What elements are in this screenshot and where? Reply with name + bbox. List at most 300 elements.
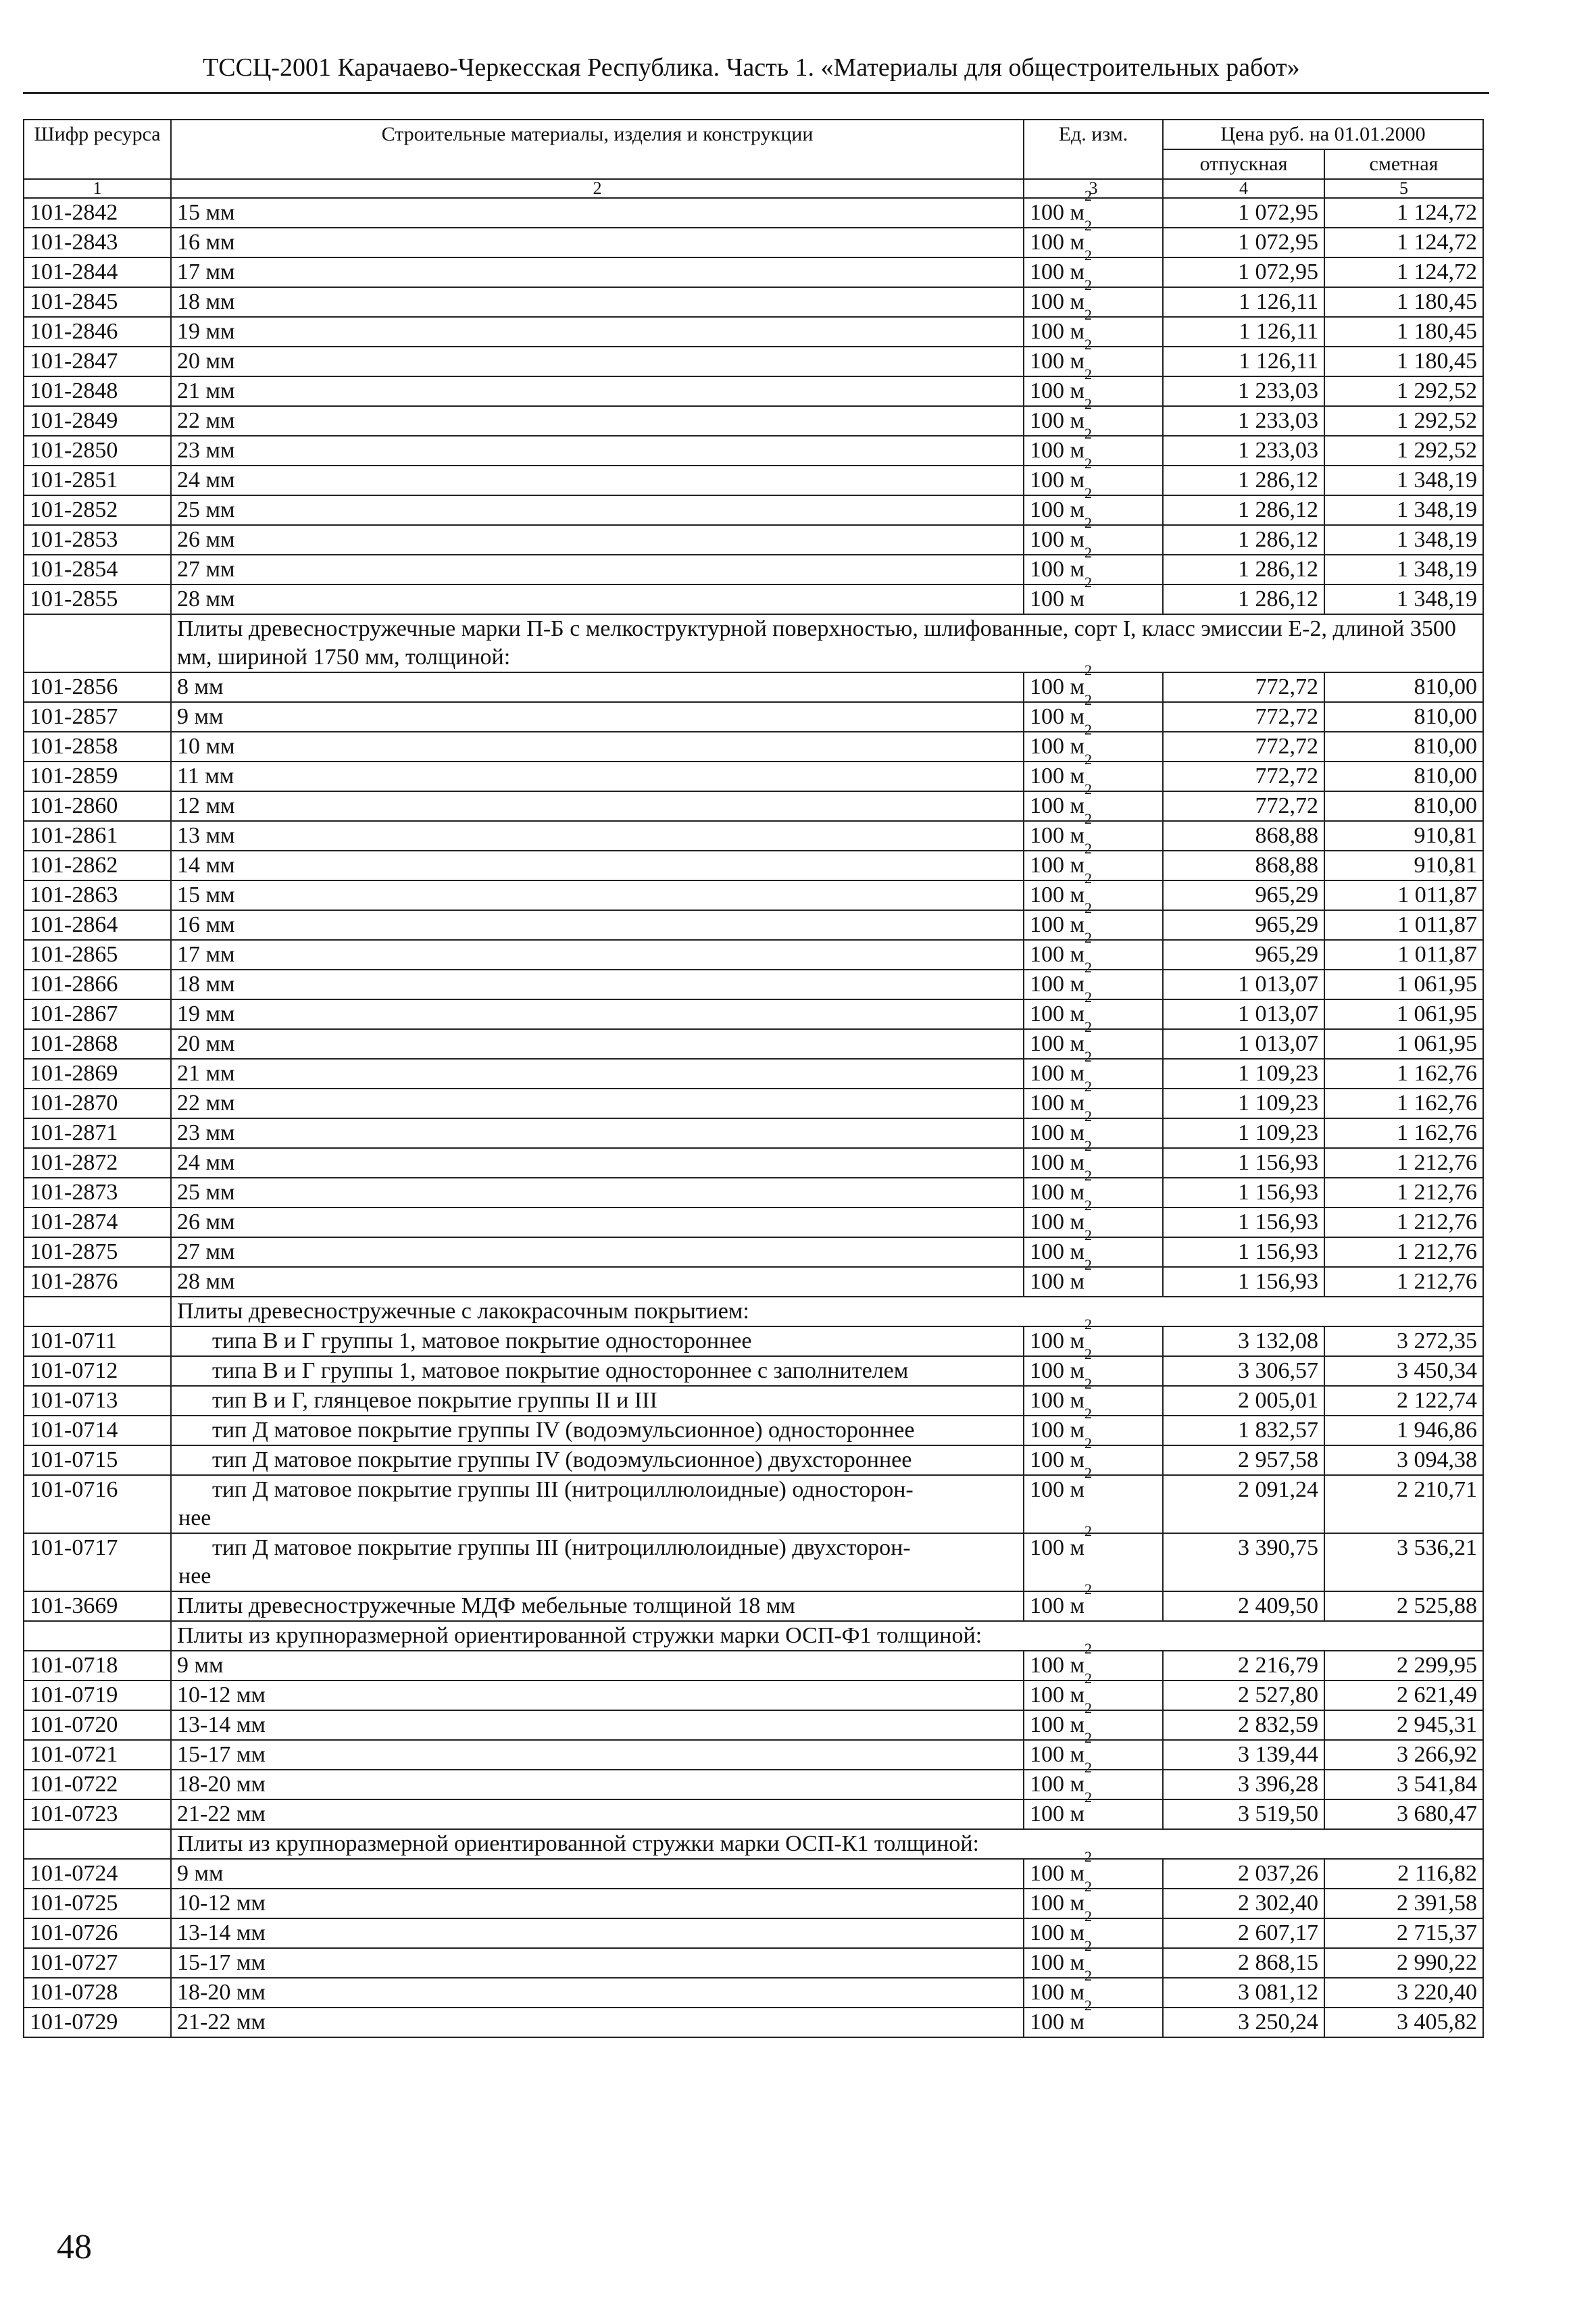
unit-exponent: 2	[1084, 1640, 1093, 1657]
estimate-price: 3 266,92	[1324, 1740, 1483, 1770]
unit-text: 100 м	[1030, 1653, 1085, 1678]
release-price: 3 250,24	[1163, 2008, 1324, 2037]
unit-cell	[1024, 1226, 1163, 1267]
resource-code: 101-2868	[24, 1029, 171, 1059]
unit-exponent: 2	[1084, 751, 1093, 768]
unit-cell	[1024, 247, 1163, 287]
unit-cell	[1024, 721, 1163, 762]
estimate-price: 3 536,21	[1324, 1533, 1483, 1591]
unit-cell	[1024, 1878, 1163, 1918]
table-row	[24, 1591, 1483, 1621]
material-name: 13-14 мм	[171, 1710, 1024, 1740]
release-price: 772,72	[1163, 791, 1324, 821]
unit-cell	[1024, 1078, 1163, 1118]
unit-exponent: 2	[1084, 217, 1093, 234]
resource-code: 101-2857	[24, 702, 171, 732]
unit-text: 100 м	[1030, 1388, 1085, 1413]
unit-cell	[1024, 810, 1163, 851]
unit-cell	[1024, 395, 1163, 436]
unit-text: 100 м	[1030, 1180, 1085, 1205]
resource-code: 101-2858	[24, 732, 171, 762]
table-row	[24, 1533, 1483, 1591]
resource-code: 101-2863	[24, 880, 171, 910]
resource-code: 101-0721	[24, 1740, 171, 1770]
unit-exponent: 2	[1084, 1048, 1093, 1065]
resource-code: 101-2874	[24, 1208, 171, 1237]
unit-text: 100 м	[1030, 557, 1085, 582]
resource-code: 101-0718	[24, 1651, 171, 1681]
release-price: 1 156,93	[1163, 1237, 1324, 1267]
material-name: 18-20 мм	[171, 1770, 1024, 1799]
resource-code: 101-0720	[24, 1710, 171, 1740]
table-row	[24, 1948, 1483, 1978]
estimate-price: 1 212,76	[1324, 1178, 1483, 1208]
material-name-line: тип Д матовое покрытие группы III (нитроциллюлоидные) двухсторон-	[212, 1535, 911, 1560]
estimate-price: 810,00	[1324, 791, 1483, 821]
unit-cell	[1024, 1464, 1163, 1533]
table-row	[24, 940, 1483, 970]
unit-cell	[1024, 306, 1163, 347]
release-price: 1 286,12	[1163, 584, 1324, 614]
estimate-price: 1 292,52	[1324, 436, 1483, 466]
release-price: 1 126,11	[1163, 347, 1324, 376]
column-number: 2	[171, 179, 1024, 198]
unit-cell	[1024, 1137, 1163, 1178]
table-row	[24, 1445, 1483, 1475]
estimate-price: 1 946,86	[1324, 1416, 1483, 1445]
unit-cell	[1024, 574, 1163, 614]
release-price: 2 868,15	[1163, 1948, 1324, 1978]
table-row	[24, 1416, 1483, 1445]
unit-exponent: 2	[1084, 247, 1093, 264]
release-price: 2 005,01	[1163, 1386, 1324, 1416]
unit-text: 100 м	[1030, 1001, 1085, 1026]
estimate-price: 2 945,31	[1324, 1710, 1483, 1740]
unit-exponent: 2	[1084, 1670, 1093, 1687]
table-row	[24, 466, 1483, 495]
estimate-price: 2 990,22	[1324, 1948, 1483, 1978]
unit-cell	[1024, 1997, 1163, 2037]
estimate-price: 3 450,34	[1324, 1356, 1483, 1386]
material-name: 26 мм	[171, 1208, 1024, 1237]
material-name: 21-22 мм	[171, 2008, 1024, 2037]
unit-cell	[1024, 1197, 1163, 1237]
unit-exponent: 2	[1084, 1018, 1093, 1035]
material-name: 15-17 мм	[171, 1740, 1024, 1770]
release-price: 1 233,03	[1163, 436, 1324, 466]
unit-text: 100 м	[1030, 230, 1085, 255]
table-row	[24, 1356, 1483, 1386]
material-name: тип Д матовое покрытие группы IV (водоэмульсионное) двухстороннее	[171, 1445, 1024, 1475]
unit-cell	[1024, 1759, 1163, 1799]
unit-text: 100 м	[1030, 1980, 1085, 2005]
release-price: 1 072,95	[1163, 228, 1324, 257]
material-name: 23 мм	[171, 436, 1024, 466]
unit-exponent: 2	[1084, 1345, 1093, 1362]
material-name: 13 мм	[171, 821, 1024, 851]
unit-text: 100 м	[1030, 674, 1085, 699]
header-name: Строительные материалы, изделия и конструкции	[171, 120, 1024, 179]
section-code-cell	[24, 614, 171, 672]
release-price: 1 233,03	[1163, 406, 1324, 436]
unit-cell	[1024, 1048, 1163, 1089]
material-name: типа В и Г группы 1, матовое покрытие одностороннее	[171, 1326, 1024, 1356]
estimate-price: 3 405,82	[1324, 2008, 1483, 2037]
material-name: 25 мм	[171, 1178, 1024, 1208]
release-price: 1 013,07	[1163, 999, 1324, 1029]
unit-text: 100 м	[1030, 527, 1085, 552]
unit-text: 100 м	[1030, 289, 1085, 314]
material-name: 9 мм	[171, 1859, 1024, 1889]
material-name	[171, 1475, 1024, 1533]
unit-text: 100 м	[1030, 349, 1085, 374]
estimate-price: 1 061,95	[1324, 999, 1483, 1029]
resource-code: 101-0726	[24, 1918, 171, 1948]
table-row	[24, 970, 1483, 999]
table-row	[24, 791, 1483, 821]
section-title: Плиты древесностружечные марки П-Б с мелкоструктурной поверхностью, шлифованные, сорт I, класс эмиссии Е-2, длиной 3500 мм, шириной 1750 мм, толщиной:	[171, 614, 1483, 672]
unit-text: 100 м	[1030, 1447, 1085, 1472]
release-price: 2 037,26	[1163, 1859, 1324, 1889]
estimate-price: 1 124,72	[1324, 198, 1483, 228]
unit-text: 100 м	[1030, 942, 1085, 967]
release-price: 1 072,95	[1163, 198, 1324, 228]
resource-code: 101-0725	[24, 1889, 171, 1918]
table-row	[24, 257, 1483, 287]
table-row	[24, 2008, 1483, 2037]
unit-exponent: 2	[1084, 899, 1093, 916]
unit-cell	[1024, 691, 1163, 732]
unit-text: 100 м	[1030, 1742, 1085, 1767]
resource-code: 101-2871	[24, 1118, 171, 1148]
unit-exponent: 2	[1084, 484, 1093, 501]
unit-text: 100 м	[1030, 1418, 1085, 1443]
table-row	[24, 317, 1483, 347]
material-name: 12 мм	[171, 791, 1024, 821]
unit-cell	[1024, 1640, 1163, 1681]
release-price: 1 156,93	[1163, 1267, 1324, 1297]
material-name	[171, 1533, 1024, 1591]
release-price: 868,88	[1163, 851, 1324, 880]
estimate-price: 810,00	[1324, 732, 1483, 762]
section-row	[24, 1829, 1483, 1859]
material-name: 17 мм	[171, 257, 1024, 287]
estimate-price: 1 348,19	[1324, 555, 1483, 584]
unit-cell	[1024, 366, 1163, 406]
material-name: 10-12 мм	[171, 1889, 1024, 1918]
estimate-price: 3 272,35	[1324, 1326, 1483, 1356]
table-row	[24, 287, 1483, 317]
resource-code: 101-2870	[24, 1089, 171, 1118]
table-row	[24, 1148, 1483, 1178]
table-row	[24, 1237, 1483, 1267]
unit-text: 100 м	[1030, 882, 1085, 907]
release-price: 1 013,07	[1163, 970, 1324, 999]
material-name: 21-22 мм	[171, 1799, 1024, 1829]
material-name: 18 мм	[171, 970, 1024, 999]
table-row	[24, 584, 1483, 614]
unit-exponent: 2	[1084, 691, 1093, 708]
resource-code: 101-2852	[24, 495, 171, 525]
estimate-price: 1 348,19	[1324, 495, 1483, 525]
estimate-price: 1 348,19	[1324, 584, 1483, 614]
material-name: 26 мм	[171, 525, 1024, 555]
unit-text: 100 м	[1030, 468, 1085, 493]
unit-text: 100 м	[1030, 408, 1085, 433]
release-price: 1 156,93	[1163, 1178, 1324, 1208]
unit-text: 100 м	[1030, 704, 1085, 729]
estimate-price: 1 162,76	[1324, 1118, 1483, 1148]
release-price: 1 013,07	[1163, 1029, 1324, 1059]
unit-cell	[1024, 751, 1163, 791]
resource-code: 101-2843	[24, 228, 171, 257]
unit-exponent: 2	[1084, 1464, 1093, 1481]
unit-exponent: 2	[1084, 780, 1093, 797]
resource-code: 101-2851	[24, 466, 171, 495]
material-name: 14 мм	[171, 851, 1024, 880]
table-row	[24, 228, 1483, 257]
unit-exponent: 2	[1084, 721, 1093, 738]
table-row	[24, 1089, 1483, 1118]
unit-exponent: 2	[1084, 1435, 1093, 1451]
unit-exponent: 2	[1084, 1997, 1093, 2014]
table-row	[24, 732, 1483, 762]
table-row	[24, 1386, 1483, 1416]
price-table	[23, 119, 1484, 2038]
table-row	[24, 1029, 1483, 1059]
table-row	[24, 851, 1483, 880]
table-row	[24, 999, 1483, 1029]
unit-cell	[1024, 455, 1163, 495]
resource-code: 101-2867	[24, 999, 171, 1029]
section-title: Плиты из крупноразмерной ориентированной стружки марки ОСП-Ф1 толщиной:	[171, 1621, 1483, 1651]
release-price: 965,29	[1163, 940, 1324, 970]
unit-cell	[1024, 187, 1163, 228]
unit-text: 100 м	[1030, 378, 1085, 403]
unit-cell	[1024, 662, 1163, 702]
resource-code: 101-0729	[24, 2008, 171, 2037]
resource-code: 101-2842	[24, 198, 171, 228]
estimate-price: 810,00	[1324, 762, 1483, 791]
table-row	[24, 762, 1483, 791]
table-row	[24, 1859, 1483, 1889]
unit-cell	[1024, 1789, 1163, 1829]
unit-text: 100 м	[1030, 1358, 1085, 1383]
estimate-price: 1 162,76	[1324, 1089, 1483, 1118]
table-row	[24, 1208, 1483, 1237]
estimate-price: 3 541,84	[1324, 1770, 1483, 1799]
resource-code: 101-2860	[24, 791, 171, 821]
material-name: 25 мм	[171, 495, 1024, 525]
release-price: 1 233,03	[1163, 376, 1324, 406]
column-number: 1	[24, 179, 171, 198]
unit-exponent: 2	[1084, 276, 1093, 293]
unit-exponent: 2	[1084, 1256, 1093, 1273]
estimate-price: 910,81	[1324, 821, 1483, 851]
material-name: 17 мм	[171, 940, 1024, 970]
table-row	[24, 702, 1483, 732]
section-row	[24, 1297, 1483, 1326]
unit-exponent: 2	[1084, 574, 1093, 591]
estimate-price: 1 180,45	[1324, 287, 1483, 317]
page-header: ТССЦ-2001 Карачаево-Черкесская Республика. Часть 1. «Материалы для общестроительных работ»	[203, 53, 1300, 82]
unit-text: 100 м	[1030, 1091, 1085, 1116]
release-price: 1 286,12	[1163, 525, 1324, 555]
material-name: 15-17 мм	[171, 1948, 1024, 1978]
resource-code: 101-0722	[24, 1770, 171, 1799]
table-row	[24, 880, 1483, 910]
unit-exponent: 2	[1084, 1967, 1093, 1984]
resource-code: 101-2849	[24, 406, 171, 436]
header-estimate: сметная	[1324, 149, 1483, 179]
table-row	[24, 1118, 1483, 1148]
unit-exponent: 2	[1084, 1937, 1093, 1954]
estimate-price: 3 680,47	[1324, 1799, 1483, 1829]
material-name: 9 мм	[171, 1651, 1024, 1681]
release-price: 1 109,23	[1163, 1089, 1324, 1118]
unit-exponent: 2	[1084, 514, 1093, 531]
release-price: 1 156,93	[1163, 1208, 1324, 1237]
unit-exponent: 2	[1084, 1759, 1093, 1776]
resource-code: 101-2845	[24, 287, 171, 317]
material-name: 22 мм	[171, 1089, 1024, 1118]
resource-code: 101-0713	[24, 1386, 171, 1416]
estimate-price: 1 212,76	[1324, 1208, 1483, 1237]
column-number: 3	[1024, 179, 1163, 198]
release-price: 2 091,24	[1163, 1475, 1324, 1533]
resource-code: 101-0717	[24, 1533, 171, 1591]
unit-text: 100 м	[1030, 1801, 1085, 1826]
table-row	[24, 376, 1483, 406]
resource-code: 101-2872	[24, 1148, 171, 1178]
resource-code: 101-0719	[24, 1681, 171, 1710]
unit-text: 100 м	[1030, 259, 1085, 284]
release-price: 3 396,28	[1163, 1770, 1324, 1799]
table-body	[24, 187, 1483, 2037]
unit-text: 100 м	[1030, 587, 1085, 612]
unit-text: 100 м	[1030, 1920, 1085, 1945]
unit-exponent: 2	[1084, 1316, 1093, 1333]
table-row	[24, 1681, 1483, 1710]
table-row	[24, 910, 1483, 940]
material-name: 20 мм	[171, 1029, 1024, 1059]
table-row	[24, 495, 1483, 525]
unit-cell	[1024, 1937, 1163, 1978]
unit-text: 100 м	[1030, 319, 1085, 344]
material-name: 13-14 мм	[171, 1918, 1024, 1948]
resource-code: 101-2876	[24, 1267, 171, 1297]
unit-cell	[1024, 1256, 1163, 1297]
unit-cell	[1024, 1018, 1163, 1059]
unit-cell	[1024, 514, 1163, 555]
release-price: 2 216,79	[1163, 1651, 1324, 1681]
release-price: 772,72	[1163, 762, 1324, 791]
estimate-price: 1 011,87	[1324, 910, 1483, 940]
section-row	[24, 1621, 1483, 1651]
material-name-wrap: нее	[178, 1505, 211, 1530]
estimate-price: 1 292,52	[1324, 406, 1483, 436]
material-name: 10 мм	[171, 732, 1024, 762]
estimate-price: 2 621,49	[1324, 1681, 1483, 1710]
unit-exponent: 2	[1084, 1375, 1093, 1392]
resource-code: 101-2869	[24, 1059, 171, 1089]
unit-cell	[1024, 1699, 1163, 1740]
section-code-cell	[24, 1829, 171, 1859]
table-row	[24, 555, 1483, 584]
material-name: 10-12 мм	[171, 1681, 1024, 1710]
material-name: Плиты древесностружечные МДФ мебельные толщиной 18 мм	[171, 1591, 1024, 1621]
resource-code: 101-3669	[24, 1591, 171, 1621]
unit-exponent: 2	[1084, 1522, 1093, 1539]
unit-cell	[1024, 870, 1163, 910]
release-price: 1 126,11	[1163, 317, 1324, 347]
unit-exponent: 2	[1084, 1580, 1093, 1597]
unit-cell	[1024, 217, 1163, 257]
estimate-price: 1 011,87	[1324, 940, 1483, 970]
table-row	[24, 1740, 1483, 1770]
unit-cell	[1024, 1405, 1163, 1445]
release-price: 1 156,93	[1163, 1148, 1324, 1178]
unit-exponent: 2	[1084, 959, 1093, 976]
resource-code: 101-2864	[24, 910, 171, 940]
resource-code: 101-2844	[24, 257, 171, 287]
release-price: 2 957,58	[1163, 1445, 1324, 1475]
unit-cell	[1024, 1167, 1163, 1208]
unit-cell	[1024, 1435, 1163, 1475]
unit-text: 100 м	[1030, 1210, 1085, 1235]
resource-code: 101-2861	[24, 821, 171, 851]
table-row	[24, 1918, 1483, 1948]
unit-cell	[1024, 1345, 1163, 1386]
unit-exponent: 2	[1084, 662, 1093, 678]
table-row	[24, 821, 1483, 851]
release-price: 1 286,12	[1163, 466, 1324, 495]
release-price: 965,29	[1163, 880, 1324, 910]
unit-exponent: 2	[1084, 1167, 1093, 1184]
unit-exponent: 2	[1084, 1078, 1093, 1095]
estimate-price: 3 220,40	[1324, 1978, 1483, 2008]
unit-cell	[1024, 1522, 1163, 1591]
table-row	[24, 672, 1483, 702]
unit-exponent: 2	[1084, 1789, 1093, 1806]
unit-cell	[1024, 1670, 1163, 1710]
release-price: 2 832,59	[1163, 1710, 1324, 1740]
release-price: 868,88	[1163, 821, 1324, 851]
unit-exponent: 2	[1084, 1878, 1093, 1895]
table-row	[24, 1799, 1483, 1829]
unit-cell	[1024, 989, 1163, 1029]
material-name: 15 мм	[171, 198, 1024, 228]
page-number: 48	[57, 2228, 92, 2266]
unit-cell	[1024, 544, 1163, 584]
resource-code: 101-2866	[24, 970, 171, 999]
estimate-price: 3 094,38	[1324, 1445, 1483, 1475]
unit-cell	[1024, 1580, 1163, 1621]
section-row	[24, 614, 1483, 672]
table-row	[24, 1978, 1483, 2008]
material-name: 21 мм	[171, 1059, 1024, 1089]
release-price: 1 832,57	[1163, 1416, 1324, 1445]
unit-exponent: 2	[1084, 810, 1093, 827]
unit-cell	[1024, 1967, 1163, 2008]
estimate-price: 2 210,71	[1324, 1475, 1483, 1533]
resource-code: 101-2875	[24, 1237, 171, 1267]
table-row	[24, 1651, 1483, 1681]
estimate-price: 1 348,19	[1324, 525, 1483, 555]
estimate-price: 2 525,88	[1324, 1591, 1483, 1621]
unit-cell	[1024, 484, 1163, 525]
table-row	[24, 198, 1483, 228]
